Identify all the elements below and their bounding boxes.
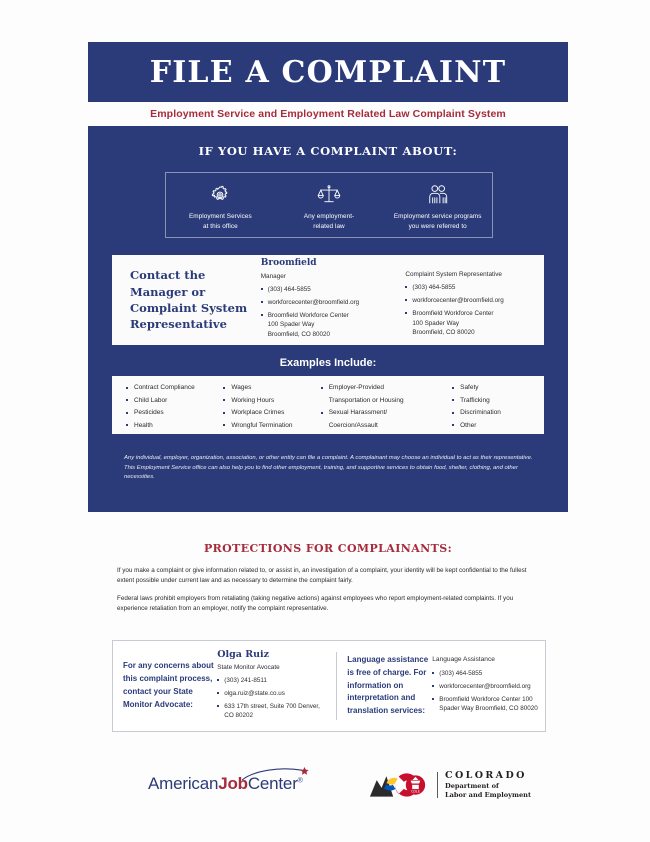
advocate-email[interactable]: olga.ruiz@state.co.us — [217, 689, 326, 698]
language-assistance-label: Language Assistance — [432, 655, 495, 663]
list-item: Sexual Harassment/ — [321, 409, 452, 417]
protections-paragraph-2: Federal laws prohibit employers from retaliating (taking negative actions) against employees who report employment-related complaints. If you experience retaliation from an employer, notify the complaint representative. — [117, 595, 514, 613]
colorado-dept-line2: Labor and Employment — [445, 791, 532, 799]
page-subtitle: Employment Service and Employment Related Law Complaint System — [150, 108, 506, 120]
complaint-about-box — [165, 172, 493, 238]
icon-caption-line2: at this office — [202, 222, 238, 230]
list-item: Wages — [223, 384, 320, 392]
contact-column-manager — [261, 257, 406, 342]
examples-heading: Examples Include: — [279, 357, 377, 369]
language-assistance-details — [432, 655, 545, 717]
contact-role: Complaint System Representative — [405, 271, 502, 279]
icon-caption-line2: you were referred to — [408, 222, 467, 230]
list-item: Trafficking — [452, 397, 530, 405]
advocate-address: 633 17th street, Suite 700 Denver, CO 80202 — [217, 702, 326, 721]
examples-column-2 — [223, 384, 320, 429]
list-item-continuation: Coercion/Assault — [328, 421, 378, 429]
colorado-c-mountain-icon — [368, 770, 430, 800]
list-item: Pesticides — [126, 409, 223, 417]
list-item: Other — [452, 422, 530, 430]
page-title: FILE A COMPLAINT — [149, 54, 507, 90]
list-item: Child Labor — [126, 397, 223, 405]
colorado-wordmark: COLORADO — [445, 770, 527, 782]
colorado-dle-logo — [368, 770, 531, 800]
vertical-divider — [336, 652, 337, 720]
contact-card — [112, 255, 544, 345]
complaint-about-item-employment-law — [275, 173, 384, 237]
complaint-about-item-employment-services — [166, 173, 275, 237]
list-item: Discrimination — [452, 409, 530, 417]
advocate-contact-box — [112, 640, 546, 732]
swoosh-star-icon — [240, 767, 314, 781]
logo-text-job: Job — [218, 774, 248, 793]
advocate-name: Olga Ruiz — [217, 648, 270, 660]
office-name: Broomfield — [260, 258, 317, 269]
list-item: Health — [126, 422, 223, 430]
list-item: Safety — [452, 384, 530, 392]
logo-divider — [437, 772, 438, 798]
icon-caption-line1: Employment Services — [188, 212, 252, 220]
logo-text-american: American — [148, 774, 219, 793]
advocate-lead-text: For any concerns about this complaint process, contact your State Monitor Advocate: — [123, 661, 214, 709]
contact-email[interactable]: workforcecenter@broomfield.org — [261, 298, 406, 307]
language-email[interactable]: workforcecenter@broomfield.org — [432, 682, 545, 691]
icon-caption-line1: Employment service programs — [393, 212, 482, 220]
contact-card-heading: Contact the Manager or Complaint System Representative — [130, 268, 248, 332]
examples-column-3 — [321, 384, 452, 429]
complaint-info-panel — [88, 126, 568, 512]
svg-text:CDLE: CDLE — [411, 789, 420, 794]
contact-column-representative — [405, 259, 544, 341]
protections-paragraph-1: If you make a complaint or give information related to, or assist in, an investigation of a complaint, your identity will be kept confidential to the fullest extent possible under current law and as necessary to determine the complaint fairly. — [117, 567, 527, 585]
examples-column-4 — [452, 384, 530, 429]
contact-phone: (303) 464-5855 — [261, 285, 406, 294]
contact-phone: (303) 464-5855 — [405, 283, 544, 292]
disclaimer-text: Any individual, employer, organization, association, or other entity can file a complaint. A complainant may choose an individual to act as their representative. This Employment Service office can also help you to find other employment, training, and supportive services to obtain food, shelter, clothing, and other necessities. — [124, 455, 533, 481]
contact-address: Broomfield Workforce Center 100 Spader Way Broomfield, CO 80020 — [261, 311, 406, 339]
advocate-details — [217, 648, 326, 725]
people-group-icon — [426, 183, 450, 207]
protections-heading: PROTECTIONS FOR COMPLAINANTS: — [203, 542, 453, 555]
advocate-role: State Monitor Avocate — [217, 663, 280, 671]
complaint-about-item-referred-programs — [383, 173, 492, 237]
colorado-dept-line1: Department of — [445, 782, 499, 791]
complaint-about-heading: IF YOU HAVE A COMPLAINT ABOUT: — [198, 144, 458, 158]
list-item: Wrongful Termination — [223, 422, 320, 430]
examples-box — [112, 376, 544, 434]
logo-text-center: Center — [247, 774, 298, 793]
list-item: Employer-Provided — [321, 384, 452, 392]
title-banner — [88, 42, 568, 102]
footer-logos — [0, 762, 650, 812]
advocate-phone: (303) 241-8511 — [217, 676, 326, 685]
gear-icon — [209, 183, 231, 207]
contact-email[interactable]: workforcecenter@broomfield.org — [405, 296, 544, 305]
contact-address: Broomfield Workforce Center 100 Spader Way Broomfield, CO 80020 — [405, 309, 544, 337]
list-item-continuation: Transportation or Housing — [328, 396, 404, 404]
language-assistance-lead: Language assistance is free of charge. For information on interpretation and translation services: — [347, 655, 429, 716]
logo-trademark: ® — [297, 777, 303, 785]
examples-column-1 — [126, 384, 223, 429]
american-job-center-logo — [148, 774, 303, 794]
contact-role: Manager — [260, 272, 286, 280]
icon-caption-line1: Any employment- — [303, 212, 355, 220]
icon-caption-line2: related law — [313, 222, 345, 230]
scales-of-justice-icon — [317, 183, 341, 207]
language-phone: (303) 464-5855 — [432, 669, 545, 678]
list-item: Contract Compliance — [126, 384, 223, 392]
language-address: Broomfield Workforce Center 100 Spader Way Broomfield, CO 80020 — [432, 695, 545, 714]
list-item: Workplace Crimes — [223, 409, 320, 417]
list-item: Working Hours — [223, 397, 320, 405]
